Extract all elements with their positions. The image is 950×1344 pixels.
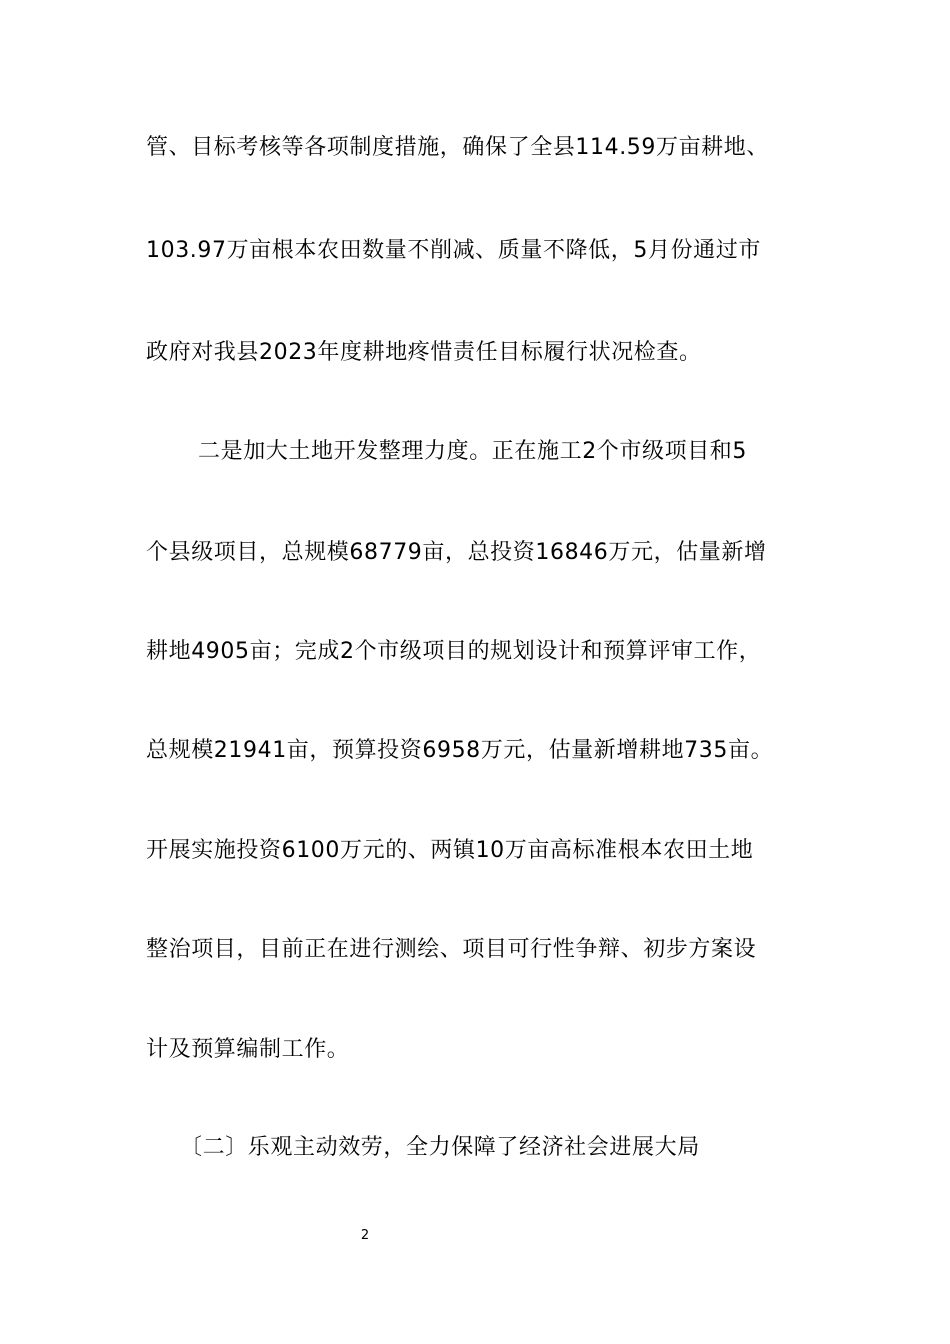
body-text-line: 管、目标考核等各项制度措施，确保了全县114.59万亩耕地、 — [146, 135, 769, 160]
body-text-line: 个县级项目，总规模68779亩，总投资16846万元，估量新增 — [146, 540, 767, 565]
body-text-line: 103.97万亩根本农田数量不削减、质量不降低，5月份通过市 — [146, 238, 761, 263]
body-text-line: 总规模21941亩，预算投资6958万元，估量新增耕地735亩。 — [146, 738, 774, 763]
page-number: 2 — [360, 1228, 370, 1243]
body-text-line: 政府对我县2023年度耕地疼惜责任目标履行状况检查。 — [146, 340, 702, 365]
section-heading: 〔二〕乐观主动效劳，全力保障了经济社会进展大局 — [180, 1135, 700, 1160]
body-text-line: 耕地4905亩；完成2个市级项目的规划设计和预算评审工作， — [146, 639, 762, 664]
paragraph-start-line: 二是加大土地开发整理力度。正在施工2个市级项目和5 — [198, 439, 747, 464]
body-text-line: 整治项目，目前正在进行测绘、项目可行性争辩、初步方案设 — [146, 937, 757, 962]
body-text-line: 开展实施投资6100万元的、两镇10万亩高标准根本农田土地 — [146, 838, 754, 863]
body-text-line: 计及预算编制工作。 — [146, 1037, 350, 1062]
